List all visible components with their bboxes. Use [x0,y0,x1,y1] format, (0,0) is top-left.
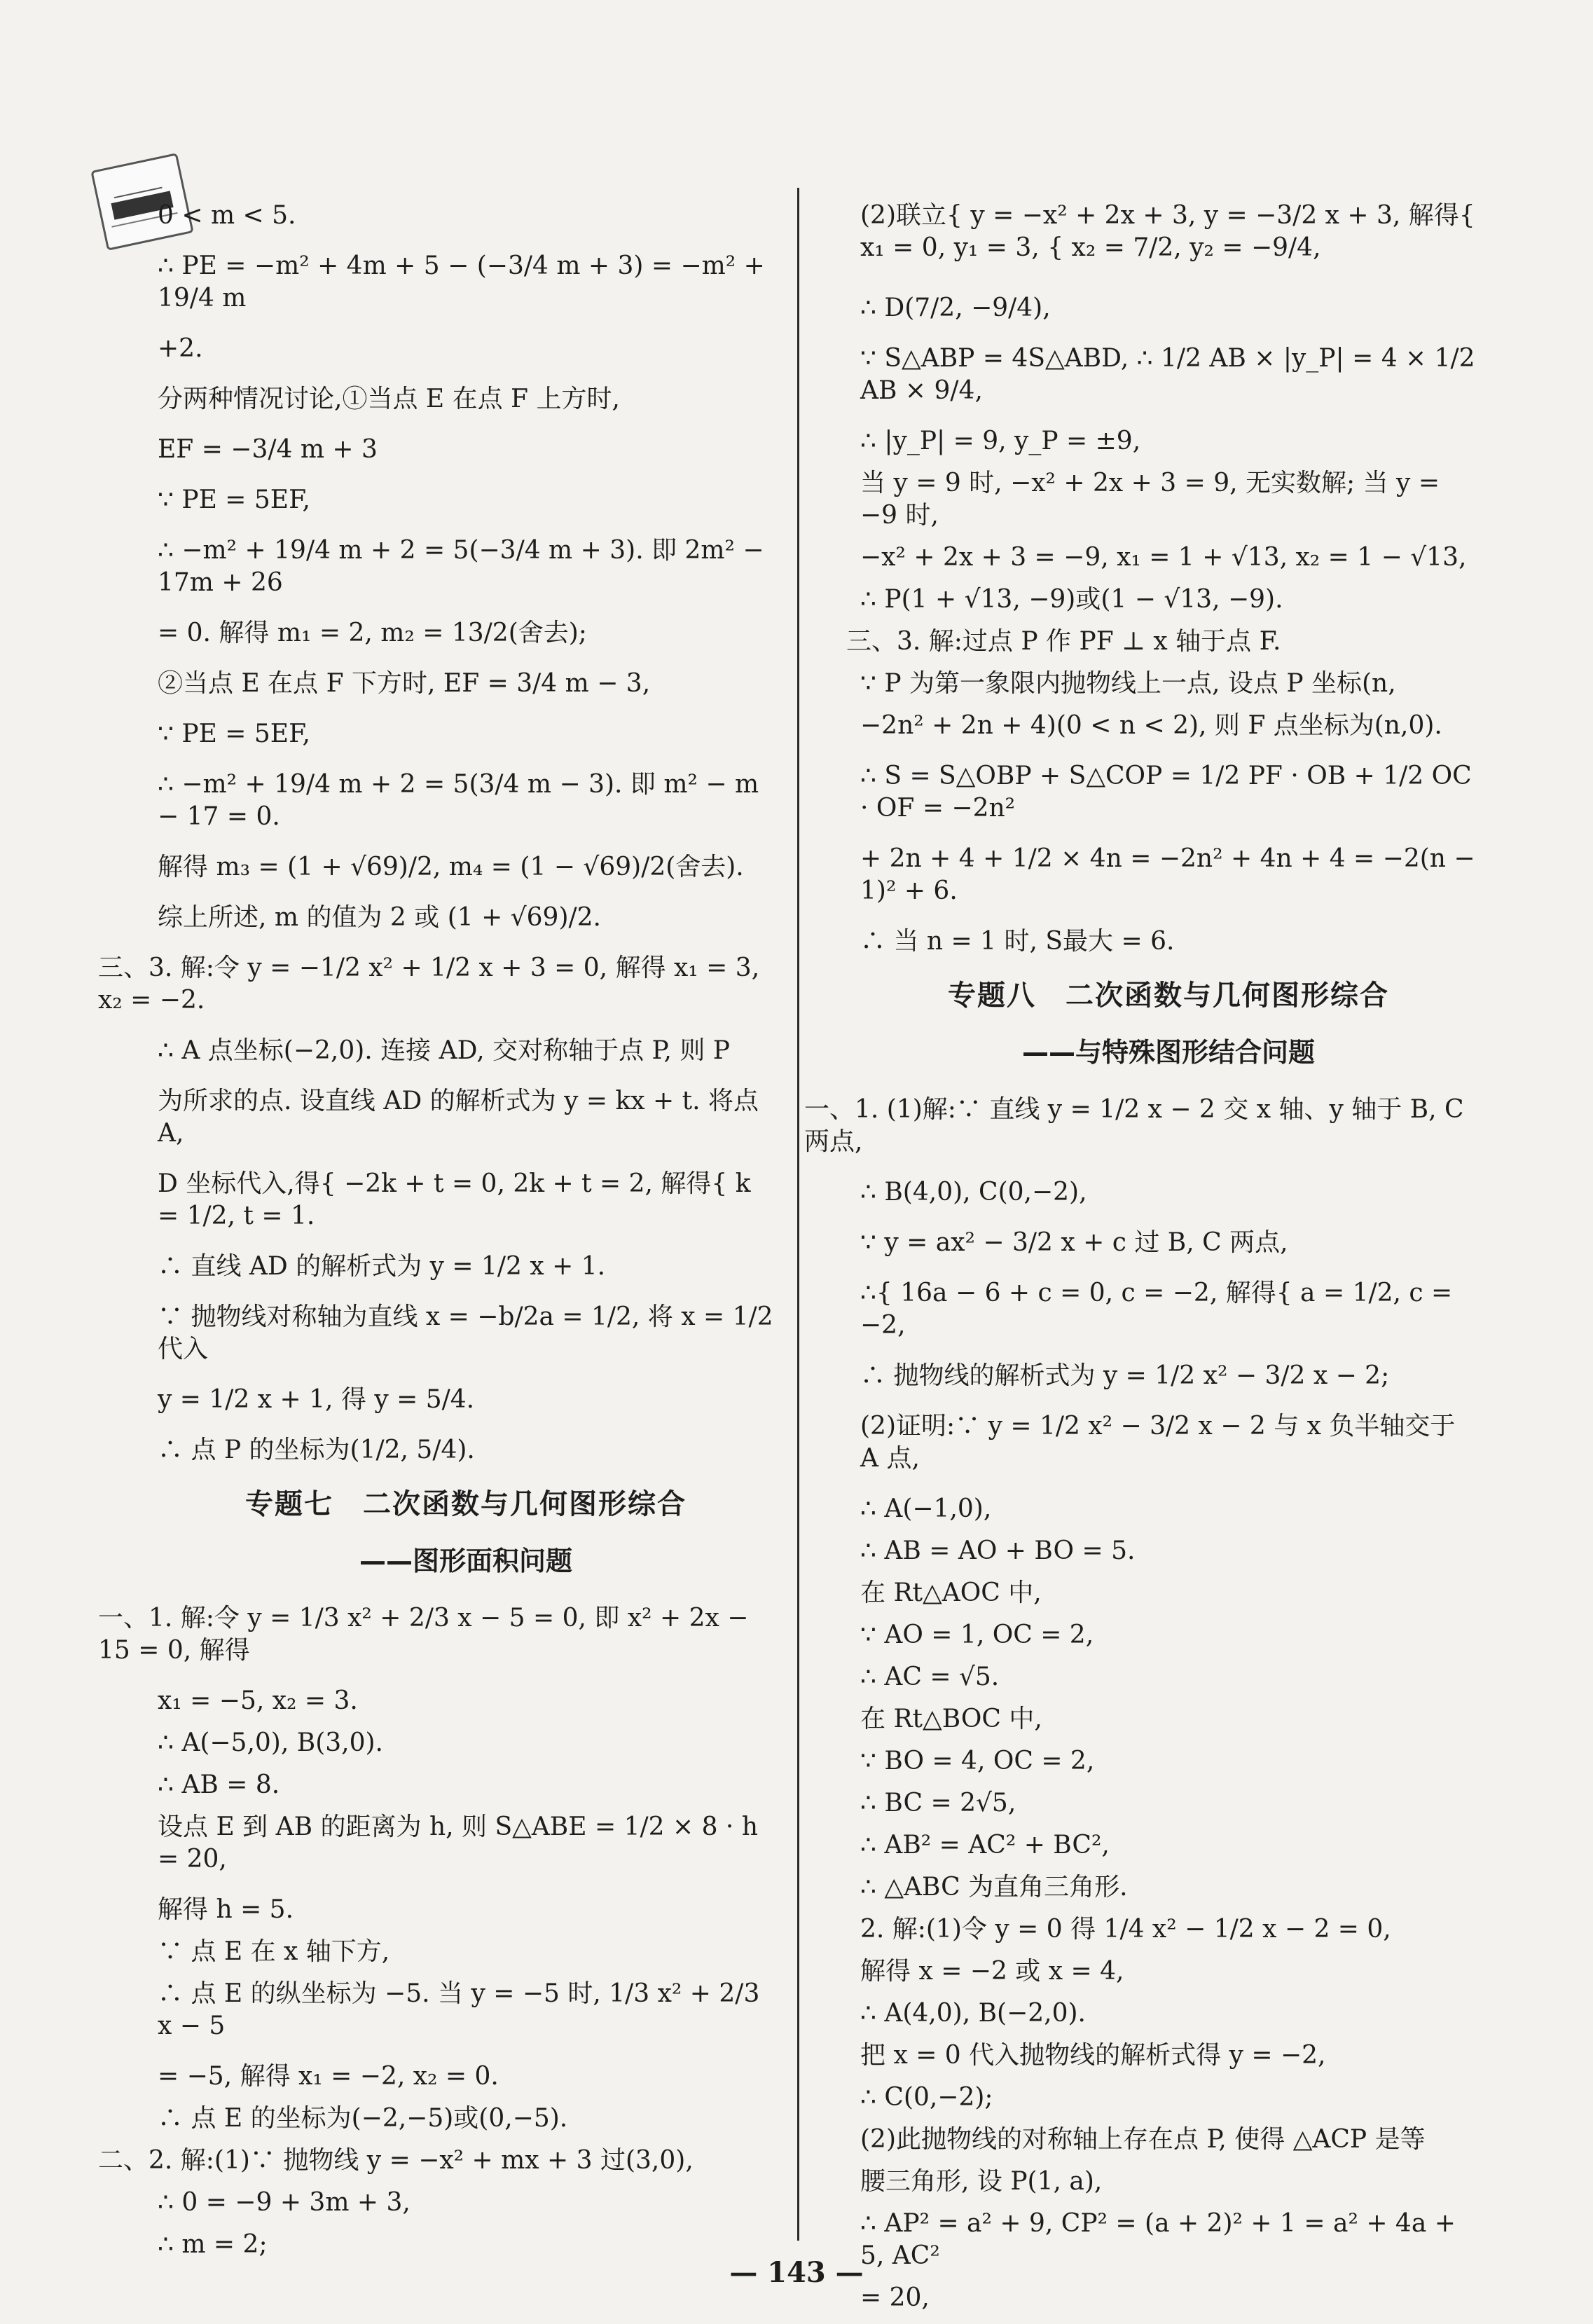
text-line: 解得 m₃ = (1 + √69)/2, m₄ = (1 − √69)/2(舍去). [158,853,744,881]
text-line: ∴ AB² = AC² + BC², [860,1831,1110,1859]
text-line: ∴ BC = 2√5, [860,1789,1016,1817]
problem-heading: 三、3. 解:令 y = −1/2 x² + 1/2 x + 3 = 0, 解得 x₁ = 3, x₂ = −2. [98,954,768,1015]
text-line: ∴ A(4,0), B(−2,0). [860,1999,1086,2028]
text-line: −2n² + 2n + 4)(0 < n < 2), 则 F 点坐标为(n,0). [860,711,1442,740]
text-line: ②当点 E 在点 F 下方时, EF = 3/4 m − 3, [158,669,651,698]
text-line: (2)联立{ y = −x² + 2x + 3, y = −3/2 x + 3, 解得{ x₁ = 0, y₁ = 3, { x₂ = 7/2, y₂ = −9/4, [860,201,1484,262]
text-line: ∵ AO = 1, OC = 2, [860,1621,1094,1649]
problem-heading: 三、3. 解:过点 P 作 PF ⊥ x 轴于点 F. [846,627,1281,656]
text-line: 综上所述, m 的值为 2 或 (1 + √69)/2. [158,903,601,932]
left-column [98,200,782,2271]
text-line: ∵ PE = 5EF, [158,720,310,748]
text-line: ∵ 点 E 在 x 轴下方, [158,1937,390,1966]
text-line: ∴{ 16a − 6 + c = 0, c = −2, 解得{ a = 1/2, c = −2, [860,1279,1461,1340]
text-line: ∴ AP² = a² + 9, CP² = (a + 2)² + 1 = a² + 4a + 5, AC² [860,2209,1464,2270]
right-column [804,200,1484,2324]
text-line: ∵ P 为第一象限内抛物线上一点, 设点 P 坐标(n, [860,669,1396,698]
text-line: (2)此抛物线的对称轴上存在点 P, 使得 △ACP 是等 [860,2125,1426,2154]
text-line: y = 1/2 x + 1, 得 y = 5/4. [158,1385,475,1414]
text-line: 为所求的点. 设直线 AD 的解析式为 y = kx + t. 将点 A, [158,1087,767,1148]
text-line: ∵ y = ax² − 3/2 x + c 过 B, C 两点, [860,1228,1288,1257]
text-line: 解得 h = 5. [158,1895,294,1924]
text-line: +2. [158,334,203,363]
problem-heading: 2. 解:(1)令 y = 0 得 1/4 x² − 1/2 x − 2 = 0, [860,1915,1391,1944]
section-title-seven: 专题七 二次函数与几何图形综合 [245,1488,687,1520]
text-line: ∴ PE = −m² + 4m + 5 − (−3/4 m + 3) = −m² + 19/4 m [158,252,773,312]
problem-heading: 一、1. (1)解:∵ 直线 y = 1/2 x − 2 交 x 轴、y 轴于 B, C 两点, [804,1095,1473,1156]
text-line: 当 y = 9 时, −x² + 2x + 3 = 9, 无实数解; 当 y = −9 时, [860,469,1448,530]
text-line: ∵ BO = 4, OC = 2, [860,1747,1095,1775]
text-line: ∴ 0 = −9 + 3m + 3, [158,2188,411,2217]
text-line: = 0. 解得 m₁ = 2, m₂ = 13/2(舍去); [158,619,587,647]
text-line: D 坐标代入,得{ −2k + t = 0, 2k + t = 2, 解得{ k = 1/2, t = 1. [158,1169,759,1230]
text-line: ∵ 抛物线对称轴为直线 x = −b/2a = 1/2, 将 x = 1/2 代入 [158,1302,782,1363]
section-title-eight: 专题八 二次函数与几何图形综合 [948,979,1389,1012]
text-line: 把 x = 0 代入抛物线的解析式得 y = −2, [860,2041,1326,2070]
text-line: ∴ 点 E 的坐标为(−2,−5)或(0,−5). [158,2104,568,2133]
text-line: 在 Rt△AOC 中, [860,1579,1042,1607]
text-line: 腰三角形, 设 P(1, a), [860,2167,1103,2196]
text-line: 在 Rt△BOC 中, [860,1705,1042,1733]
section-subtitle-eight: ——与特殊图形结合问题 [1021,1037,1315,1068]
text-line: ∴ 抛物线的解析式为 y = 1/2 x² − 3/2 x − 2; [860,1361,1390,1390]
text-line: ∴ P(1 + √13, −9)或(1 − √13, −9). [860,585,1283,614]
text-line: ∴ A(−1,0), [860,1494,992,1523]
column-divider [797,188,799,2241]
text-line: + 2n + 4 + 1/2 × 4n = −2n² + 4n + 4 = −2(n − 1)² + 6. [860,844,1484,905]
text-line: 设点 E 到 AB 的距离为 h, 则 S△ABE = 1/2 × 8 · h = 20, [158,1813,766,1873]
text-line: ∴ −m² + 19/4 m + 2 = 5(−3/4 m + 3). 即 2m² − 17m + 26 [158,536,773,597]
text-line: ∴ AB = 8. [158,1770,280,1799]
text-line: ∵ PE = 5EF, [158,486,310,514]
text-line: ∵ S△ABP = 4S△ABD, ∴ 1/2 AB × |y_P| = 4 × 1/2 AB × 9/4, [860,344,1484,405]
text-line: ∴ A 点坐标(−2,0). 连接 AD, 交对称轴于点 P, 则 P [158,1036,731,1065]
text-line: ∴ △ABC 为直角三角形. [860,1873,1128,1902]
text-line: ∴ S = S△OBP + S△COP = 1/2 PF · OB + 1/2 OC · OF = −2n² [860,762,1480,823]
text-line: = 20, [860,2283,930,2312]
text-line: 分两种情况讨论,①当点 E 在点 F 上方时, [158,385,620,413]
problem-heading: 二、2. 解:(1)∵ 抛物线 y = −x² + mx + 3 过(3,0), [98,2146,694,2175]
text-line: ∴ C(0,−2); [860,2083,993,2112]
text-line: ∴ m = 2; [158,2230,268,2259]
text-line: ∴ 点 P 的坐标为(1/2, 5/4). [158,1436,475,1464]
problem-heading: 一、1. 解:令 y = 1/3 x² + 2/3 x − 5 = 0, 即 x² + 2x − 15 = 0, 解得 [98,1604,757,1665]
text-line: ∴ D(7/2, −9/4), [860,294,1051,322]
text-line: ∴ B(4,0), C(0,−2), [860,1178,1087,1206]
text-line: ∴ 当 n = 1 时, S最大 = 6. [860,927,1175,956]
text-line: −x² + 2x + 3 = −9, x₁ = 1 + √13, x₂ = 1 − √13, [860,543,1467,572]
text-line: EF = −3/4 m + 3 [158,435,378,464]
text-line: 解得 x = −2 或 x = 4, [860,1957,1124,1986]
section-subtitle-seven: ——图形面积问题 [359,1546,572,1576]
text-line: ∴ −m² + 19/4 m + 2 = 5(3/4 m − 3). 即 m² − m − 17 = 0. [158,770,767,831]
text-line: ∴ AB = AO + BO = 5. [860,1536,1136,1565]
text-line: ∴ 点 E 的纵坐标为 −5. 当 y = −5 时, 1/3 x² + 2/3 x − 5 [158,1979,768,2040]
text-line: ∴ 直线 AD 的解析式为 y = 1/2 x + 1. [158,1252,606,1281]
page-number: — 143 — [729,2256,864,2289]
text-line: ∴ |y_P| = 9, y_P = ±9, [860,427,1141,455]
text-line: ∴ AC = √5. [860,1663,1000,1691]
text-line: x₁ = −5, x₂ = 3. [158,1686,358,1715]
text-line: = −5, 解得 x₁ = −2, x₂ = 0. [158,2062,499,2091]
text-line: (2)证明:∵ y = 1/2 x² − 3/2 x − 2 与 x 负半轴交于 A 点, [860,1412,1463,1473]
text-line: ∴ A(−5,0), B(3,0). [158,1728,383,1757]
text-line: 0 < m < 5. [158,201,296,230]
